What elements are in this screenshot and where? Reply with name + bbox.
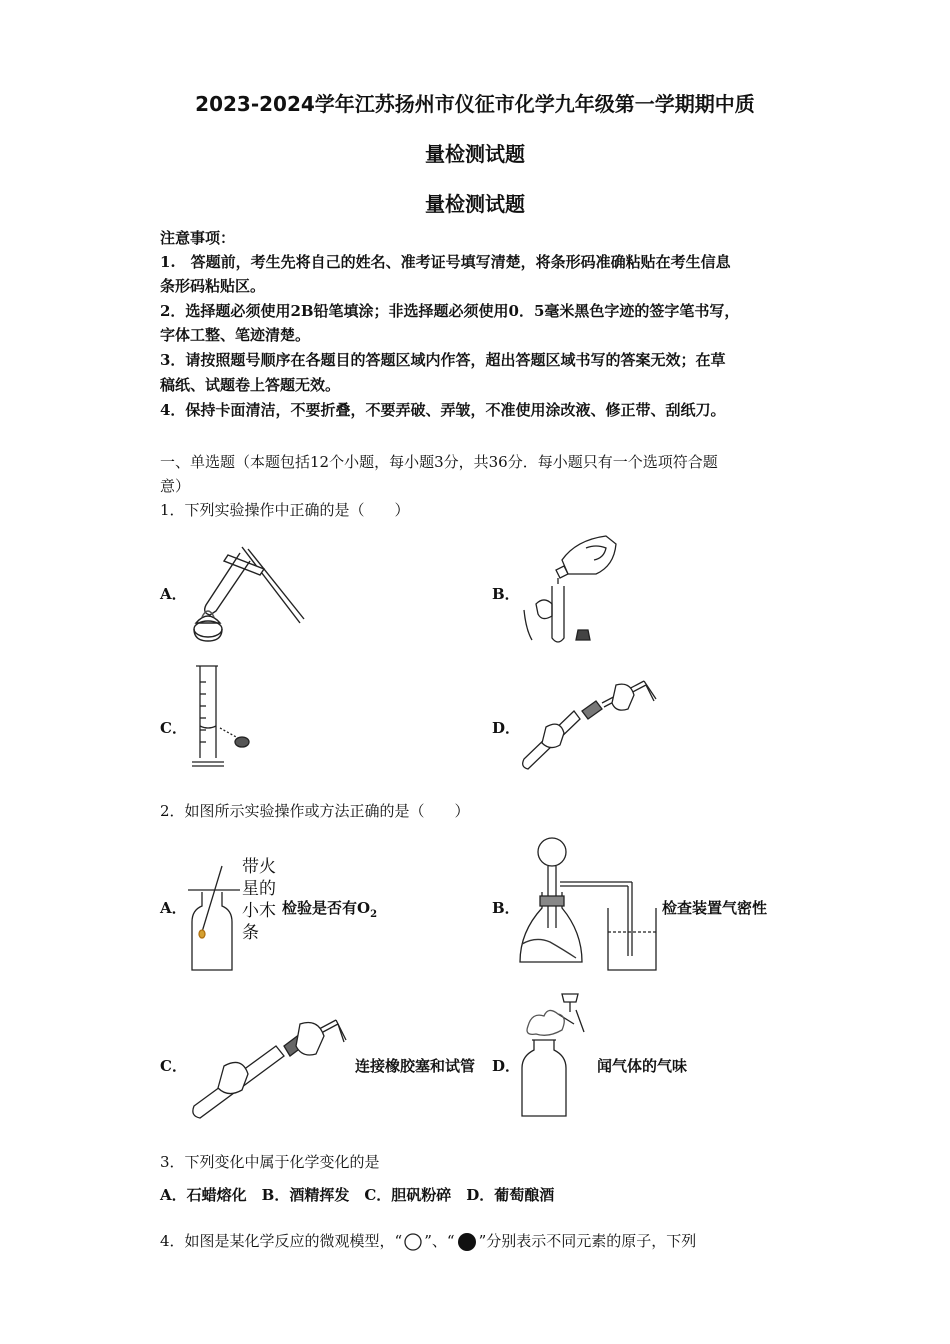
section-heading-line1: 一、单选题（本题包括12个小题，每小题3分，共36分．每小题只有一个选项符合题 [160, 453, 718, 471]
q4-stem [160, 1229, 820, 1253]
exam-title-line2: 量检测试题 [425, 142, 525, 166]
q1-option-c-label: C． [160, 719, 187, 737]
q4-quote-open-2: “ [446, 1232, 455, 1250]
notice-heading: 注意事项： [160, 229, 236, 247]
q3-options: A．石蜡熔化 B．酒精挥发 C．胆矾粉碎 D．葡萄酿酒 [160, 1186, 555, 1204]
q2-figure-b-airtight [516, 832, 660, 974]
q1-figure-b-pouring [516, 530, 636, 648]
q1-figure-d-stopper [516, 675, 662, 771]
q1-figure-c-cylinder [186, 662, 268, 770]
notice-item-1b: 条形码粘贴区。 [160, 277, 266, 295]
q4-stem-part1: 4．如图是某化学反应的微观模型， [160, 1232, 395, 1250]
q4-quote-close-1: ” [424, 1232, 432, 1250]
q4-quote-open-1: “ [394, 1232, 403, 1250]
exam-title-line3: 量检测试题 [425, 192, 525, 216]
black-atom-icon [455, 1232, 479, 1252]
notice-item-3a: 3．请按照题号顺序在各题目的答题区域内作答，超出答题区域书写的答案无效；在草 [160, 351, 726, 369]
q2-option-b-label: B． [492, 899, 520, 917]
notice-item-1a: 1. 答题前，考生先将自己的姓名、准考证号填写清楚，将条形码准确粘贴在考生信息 [160, 253, 731, 271]
q2-a-caption [282, 897, 377, 920]
q2-a-caption-text: 检验是否有O [282, 899, 371, 917]
q3-stem: 3．下列变化中属于化学变化的是 [160, 1153, 380, 1171]
q2-b-caption: 检查装置气密性 [662, 899, 768, 917]
q2-option-d-label: D． [492, 1057, 521, 1075]
q4-quote-close-2: ” [478, 1232, 487, 1250]
q1-option-b-label: B． [492, 585, 520, 603]
q2-figure-a-bottle [188, 862, 242, 974]
q4-stem-part2: 分别表示不同元素的原子，下列 [486, 1232, 697, 1250]
notice-item-2a: 2．选择题必须使用2B铅笔填涂；非选择题必须使用0．5毫米黑色字迹的签字笔书写， [160, 302, 740, 320]
notice-item-3b: 稿纸、试题卷上答题无效。 [160, 376, 341, 394]
q2-figure-c-stopper [188, 1012, 350, 1120]
notice-item-2b: 字体工整、笔迹清楚。 [160, 326, 311, 344]
q1-option-d-label: D． [492, 719, 521, 737]
q1-stem: 1．下列实验操作中正确的是（ ） [160, 501, 410, 519]
q4-separator: 、 [431, 1232, 447, 1250]
q2-option-a-label: A． [160, 899, 187, 917]
q2-stem: 2．如图所示实验操作或方法正确的是（ ） [160, 802, 470, 820]
notice-item-4: 4．保持卡面清洁，不要折叠，不要弄破、弄皱，不准使用涂改液、修正带、刮纸刀。 [160, 401, 726, 419]
q1-option-a-label: A． [160, 585, 187, 603]
exam-title-line1: 2023-2024学年江苏扬州市仪征市化学九年级第一学期期中质 [195, 92, 755, 116]
white-atom-icon [402, 1233, 424, 1251]
q2-option-c-label: C． [160, 1057, 187, 1075]
q2-a-caption-subscript: 2 [370, 909, 378, 920]
section-heading-line2: 意） [160, 477, 191, 495]
q2-c-caption: 连接橡胶塞和试管 [355, 1057, 476, 1075]
q2-figure-d-smell [518, 990, 588, 1120]
q2-d-caption: 闻气体的气味 [597, 1057, 688, 1075]
q1-figure-a-heating [188, 545, 306, 643]
q2-a-stick-label: 带火星的小木条 [242, 857, 276, 943]
